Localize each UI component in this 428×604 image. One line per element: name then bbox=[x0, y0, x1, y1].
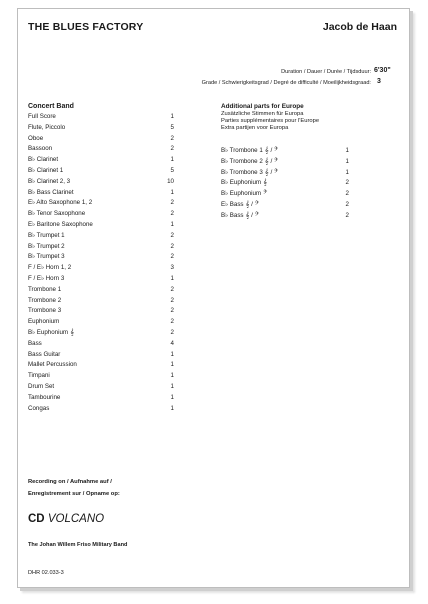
part-name: Mallet Percussion bbox=[28, 361, 77, 369]
part-name: E♭ Baritone Saxophone bbox=[28, 221, 93, 228]
cd-album-name: VOLCANO bbox=[47, 513, 105, 525]
part-name: Drum Set bbox=[28, 383, 55, 390]
part-quantity: 2 bbox=[170, 285, 174, 293]
additional-part-row bbox=[221, 211, 349, 219]
part-quantity: 1 bbox=[170, 383, 174, 390]
part-quantity: 2 bbox=[170, 145, 174, 153]
part-row bbox=[28, 231, 174, 239]
clef-icon: 𝄞 / 𝄢 bbox=[245, 201, 259, 208]
part-quantity: 10 bbox=[167, 177, 174, 185]
part-quantity: 2 bbox=[170, 296, 174, 304]
part-name: B♭ Trombone 3 bbox=[221, 168, 263, 176]
part-quantity: 3 bbox=[170, 264, 174, 272]
part-name: Bassoon bbox=[28, 145, 53, 153]
duration-value: 6'30" bbox=[374, 67, 391, 74]
part-quantity: 2 bbox=[170, 253, 174, 261]
additional-part-row bbox=[221, 201, 349, 208]
part-name: Flute, Piccolo bbox=[28, 123, 66, 131]
part-quantity: 1 bbox=[170, 156, 174, 164]
part-quantity: 2 bbox=[170, 231, 174, 239]
part-name: B♭ Euphonium bbox=[28, 329, 69, 336]
part-quantity: 2 bbox=[170, 329, 174, 336]
part-quantity: 2 bbox=[170, 199, 174, 207]
part-row bbox=[28, 156, 174, 164]
part-row bbox=[28, 113, 174, 120]
cd-prefix: CD bbox=[28, 513, 45, 525]
part-quantity: 4 bbox=[170, 339, 174, 347]
part-quantity: 2 bbox=[345, 201, 349, 208]
composer-name: Jacob de Haan bbox=[322, 21, 397, 33]
part-name: B♭ Bass Clarinet bbox=[28, 188, 74, 196]
part-row bbox=[28, 221, 174, 228]
concert-band-heading: Concert Band bbox=[28, 103, 74, 110]
part-row bbox=[28, 242, 174, 250]
part-quantity: 2 bbox=[170, 242, 174, 250]
part-name: B♭ Bass bbox=[221, 211, 244, 219]
part-row bbox=[28, 393, 174, 401]
additional-part-row bbox=[221, 147, 349, 154]
treble-clef-icon: 𝄞 bbox=[70, 329, 74, 336]
part-row bbox=[28, 199, 174, 207]
part-name: F / E♭ Horn 3 bbox=[28, 275, 65, 282]
part-name: B♭ Trombone 1 bbox=[221, 147, 263, 154]
part-name: Trombone 1 bbox=[28, 285, 62, 293]
part-quantity: 2 bbox=[345, 179, 349, 187]
part-quantity: 2 bbox=[345, 190, 349, 198]
part-name: F / E♭ Horn 1, 2 bbox=[28, 264, 72, 272]
part-quantity: 2 bbox=[170, 307, 174, 315]
part-name: Bass Guitar bbox=[28, 350, 61, 358]
part-quantity: 1 bbox=[345, 157, 349, 165]
part-row bbox=[28, 339, 174, 347]
additional-subtitle: Zusätzliche Stimmen für Europa bbox=[221, 111, 304, 117]
part-row bbox=[28, 210, 174, 218]
part-quantity: 2 bbox=[170, 318, 174, 326]
part-row bbox=[28, 350, 174, 358]
part-row bbox=[28, 123, 174, 131]
part-name: Full Score bbox=[28, 113, 56, 120]
part-name: Oboe bbox=[28, 134, 44, 142]
duration-label: Duration / Dauer / Durée / Tijdsduur: bbox=[281, 69, 371, 75]
part-quantity: 1 bbox=[345, 147, 349, 154]
part-row bbox=[28, 318, 174, 326]
part-name: B♭ Trumpet 1 bbox=[28, 231, 65, 239]
part-quantity: 1 bbox=[170, 113, 174, 120]
recording-label bbox=[28, 476, 120, 500]
part-quantity: 2 bbox=[345, 211, 349, 219]
piece-title: THE BLUES FACTORY bbox=[28, 21, 144, 33]
part-quantity: 5 bbox=[170, 123, 174, 131]
part-row bbox=[28, 285, 174, 293]
additional-part-row bbox=[221, 157, 349, 165]
grade-label: Grade / Schwierigkeitsgrad / Degré de difficulté / Moeilijkheidsgraad: bbox=[201, 80, 371, 86]
recording-label-line: Enregistrement sur / Opname op: bbox=[28, 491, 120, 497]
part-row bbox=[28, 134, 174, 142]
part-name: B♭ Trombone 2 bbox=[221, 157, 263, 165]
part-name: Tambourine bbox=[28, 393, 61, 401]
part-name: Timpani bbox=[28, 372, 50, 380]
part-row bbox=[28, 307, 174, 315]
cd-title bbox=[28, 513, 104, 525]
clef-icon: 𝄞 / 𝄢 bbox=[264, 168, 279, 176]
score-sheet bbox=[17, 8, 410, 588]
part-name: B♭ Tenor Saxophone bbox=[28, 210, 86, 218]
part-quantity: 1 bbox=[170, 361, 174, 369]
part-row bbox=[28, 361, 174, 369]
part-quantity: 1 bbox=[170, 372, 174, 380]
additional-part-row bbox=[221, 168, 349, 176]
part-quantity: 5 bbox=[170, 167, 174, 174]
part-row bbox=[28, 188, 174, 196]
clef-icon: 𝄞 bbox=[263, 179, 267, 187]
additional-parts-heading: Additional parts for Europe bbox=[221, 103, 304, 110]
part-quantity: 1 bbox=[170, 393, 174, 401]
clef-icon: 𝄢 bbox=[263, 190, 268, 198]
part-row bbox=[28, 264, 174, 272]
part-quantity: 1 bbox=[345, 168, 349, 176]
part-row bbox=[28, 145, 174, 153]
performer-name: The Johan Willem Friso Military Band bbox=[28, 542, 128, 548]
clef-icon: 𝄞 / 𝄢 bbox=[264, 157, 279, 165]
part-row bbox=[28, 383, 174, 390]
catalog-code: DHR 02.033-3 bbox=[28, 570, 64, 576]
part-quantity: 1 bbox=[170, 404, 174, 412]
part-name: Euphonium bbox=[28, 318, 60, 326]
grade-value: 3 bbox=[377, 78, 381, 85]
part-row bbox=[28, 253, 174, 261]
part-name: B♭ Clarinet 2, 3 bbox=[28, 177, 71, 185]
part-name: B♭ Euphonium bbox=[221, 179, 262, 187]
part-row bbox=[28, 372, 174, 380]
part-name: B♭ Clarinet 1 bbox=[28, 167, 64, 174]
part-row bbox=[28, 177, 174, 185]
additional-subtitle: Parties supplémentaires pour l'Europe bbox=[221, 118, 320, 124]
clef-icon: 𝄞 / 𝄢 bbox=[245, 211, 259, 219]
part-row bbox=[28, 275, 174, 282]
part-row bbox=[28, 404, 174, 412]
part-row bbox=[28, 167, 174, 174]
part-name: B♭ Trumpet 3 bbox=[28, 253, 65, 261]
part-name: B♭ Euphonium bbox=[221, 190, 262, 198]
additional-subtitle: Extra partijen voor Europa bbox=[221, 125, 289, 131]
additional-part-row bbox=[221, 190, 349, 198]
part-quantity: 1 bbox=[170, 275, 174, 282]
clef-icon: 𝄞 / 𝄢 bbox=[264, 147, 279, 154]
part-name: B♭ Trumpet 2 bbox=[28, 242, 65, 250]
additional-part-row bbox=[221, 179, 349, 187]
recording-label-line: Recording on / Aufnahme auf / bbox=[28, 479, 112, 485]
part-quantity: 1 bbox=[170, 221, 174, 228]
part-name: E♭ Bass bbox=[221, 201, 244, 208]
part-row bbox=[28, 296, 174, 304]
part-name: Congas bbox=[28, 404, 50, 412]
part-name: Bass bbox=[28, 339, 42, 347]
part-quantity: 1 bbox=[170, 188, 174, 196]
part-quantity: 2 bbox=[170, 134, 174, 142]
part-name: B♭ Clarinet bbox=[28, 156, 59, 164]
part-name: E♭ Alto Saxophone 1, 2 bbox=[28, 199, 93, 207]
part-row bbox=[28, 329, 174, 336]
part-quantity: 2 bbox=[170, 210, 174, 218]
part-quantity: 1 bbox=[170, 350, 174, 358]
part-name: Trombone 2 bbox=[28, 296, 62, 304]
part-name: Trombone 3 bbox=[28, 307, 62, 315]
